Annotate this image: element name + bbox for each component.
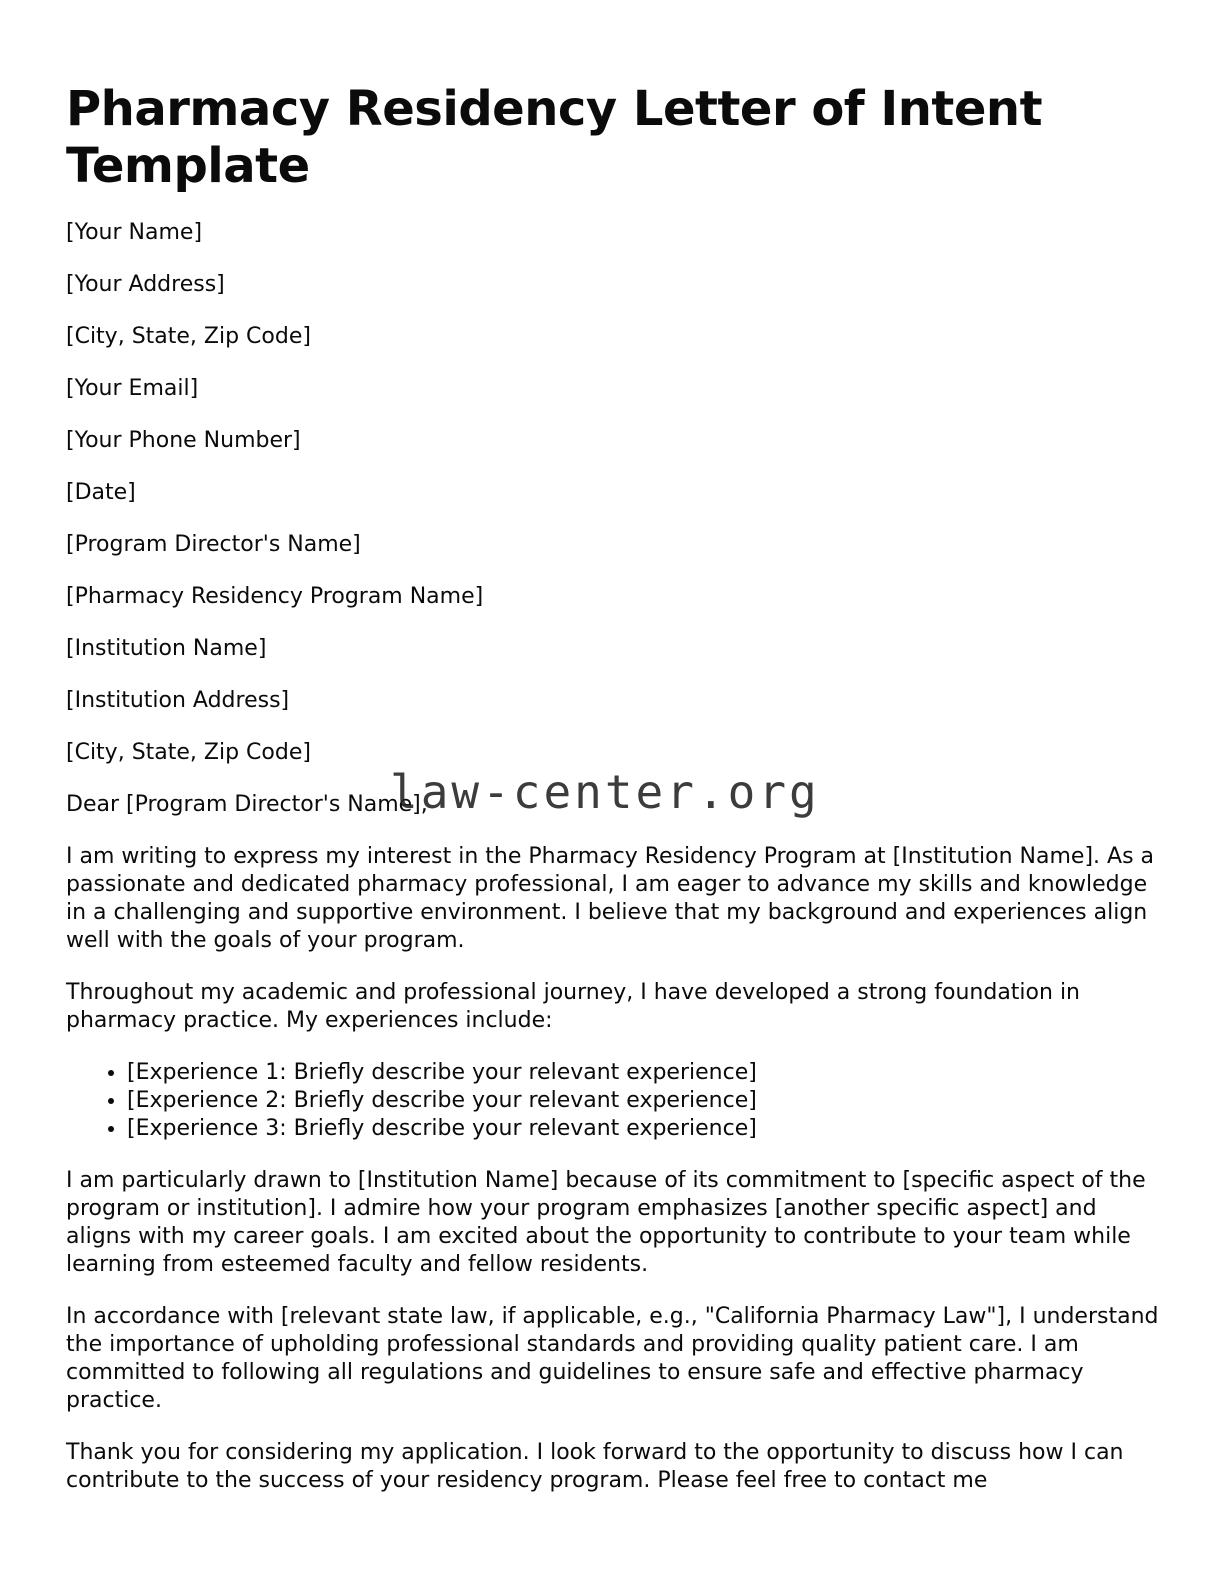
paragraph-drawn: I am particularly drawn to [Institution Name] because of its commitment to [specific aspect of the program or institution]. I admire how your program emphasizes [another specific aspect] and aligns with my career goals. I am excited about the opportunity to contribute to your team while learning from esteemed faculty and fellow residents. <box>66 1168 1146 1277</box>
header-line-date: [Date] <box>66 480 136 505</box>
header-line-your-address: [Your Address] <box>66 272 225 297</box>
header-line-institution-city-state-zip: [City, State, Zip Code] <box>66 740 311 765</box>
experience-list <box>66 1059 1165 1143</box>
page-title: Pharmacy Residency Letter of Intent Template <box>66 81 1043 194</box>
header-line-city-state-zip: [City, State, Zip Code] <box>66 324 311 349</box>
header-line-institution-address: [Institution Address] <box>66 688 290 713</box>
paragraph-intro: I am writing to express my interest in the Pharmacy Residency Program at [Institution Name]. As a passionate and dedicated pharmacy professional, I am eager to advance my skills and knowledge in a challenging and supportive environment. I believe that my background and experiences align well with the goals of your program. <box>66 844 1155 953</box>
paragraph-law: In accordance with [relevant state law, if applicable, e.g., "California Pharmacy Law"], I understand the importance of upholding professional standards and providing quality patient care. I am committed to following all regulations and guidelines to ensure safe and effective pharmacy practice. <box>66 1304 1159 1413</box>
experience-list-item-3: • [Experience 3: Briefly describe your relevant experience] <box>127 1115 1165 1143</box>
header-line-your-name: [Your Name] <box>66 220 203 245</box>
header-line-program-director: [Program Director's Name] <box>66 532 361 557</box>
salutation: Dear [Program Director's Name], <box>66 792 428 817</box>
paragraph-thanks: Thank you for considering my application. I look forward to the opportunity to discuss how I can contribute to the success of your residency program. Please feel free to contact me <box>66 1440 1124 1493</box>
header-line-institution-name: [Institution Name] <box>66 636 267 661</box>
experience-list-item-1: • [Experience 1: Briefly describe your relevant experience] <box>127 1059 1165 1087</box>
paragraph-journey: Throughout my academic and professional journey, I have developed a strong foundation in pharmacy practice. My experiences include: <box>66 980 1080 1033</box>
header-line-your-email: [Your Email] <box>66 376 199 401</box>
watermark-site-name: law-center.org <box>390 765 820 819</box>
experience-list-item-2: • [Experience 2: Briefly describe your relevant experience] <box>127 1087 1165 1115</box>
header-line-program-name: [Pharmacy Residency Program Name] <box>66 584 484 609</box>
header-line-your-phone: [Your Phone Number] <box>66 428 301 453</box>
